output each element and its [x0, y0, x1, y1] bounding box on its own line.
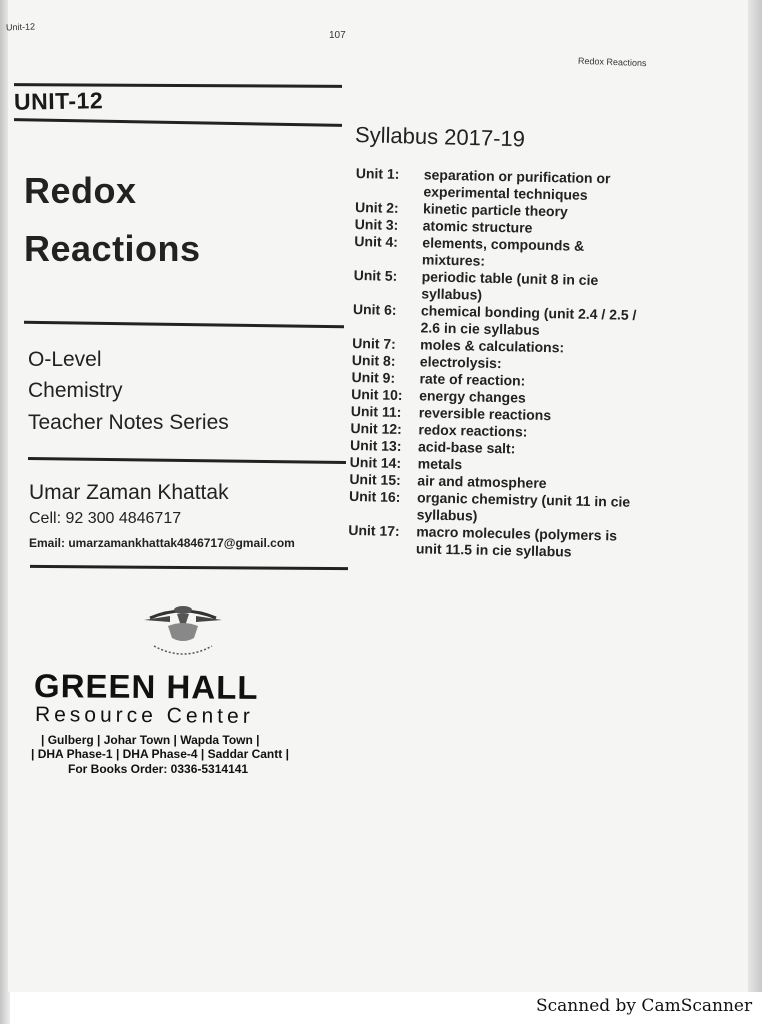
syllabus-topic: periodic table (unit 8 in cie syllabus): [421, 268, 599, 303]
syllabus-title: Syllabus 2017-19: [354, 122, 526, 152]
syllabus-topic: atomic structure: [422, 217, 533, 236]
syllabus-topic: acid-base salt:: [417, 438, 516, 457]
author-name: Umar Zaman Khattak: [29, 481, 229, 504]
syllabus-unit: Unit 13:: [349, 436, 402, 455]
syllabus-topic: redox reactions:: [418, 421, 528, 440]
syllabus-topic: electrolysis:: [419, 353, 502, 372]
syllabus-unit: Unit 2:: [354, 198, 399, 216]
syllabus-unit: Unit 6:: [352, 300, 397, 318]
syllabus-topic: chemical bonding (unit 2.4 / 2.5 / 2.6 in cie syllabus: [420, 302, 637, 338]
syllabus-topic: moles & calculations:: [420, 336, 565, 356]
header-unit-tag: Unit-12: [5, 21, 36, 33]
syllabus-topic: elements, compounds & mixtures:: [421, 234, 585, 269]
series-subject: Chemistry: [28, 379, 123, 402]
publisher-name: GREEN HALL: [33, 667, 259, 706]
syllabus-topic: energy changes: [419, 387, 526, 406]
syllabus-topic: kinetic particle theory: [422, 200, 568, 220]
syllabus-unit: Unit 4:: [354, 232, 399, 250]
syllabus-unit: Unit 9:: [351, 368, 396, 386]
syllabus-unit: Unit 11:: [350, 402, 402, 421]
running-title: Redox Reactions: [577, 55, 647, 69]
syllabus-topic: rate of reaction:: [419, 370, 526, 389]
book-title-line2: Reactions: [24, 228, 201, 269]
syllabus-row: [348, 522, 649, 562]
syllabus-unit: Unit 14:: [349, 453, 402, 472]
series-level: O-Level: [28, 348, 102, 371]
book-title-line1: Redox: [24, 170, 137, 211]
series-name: Teacher Notes Series: [28, 411, 229, 434]
author-email: Email: umarzamankhattak4846717@gmail.com: [29, 536, 295, 550]
syllabus-unit: Unit 8:: [351, 351, 396, 369]
syllabus-unit: Unit 7:: [352, 334, 396, 352]
scanner-watermark: Scanned by CamScanner: [536, 996, 753, 1016]
unit-label: UNIT-12: [13, 87, 104, 115]
syllabus-unit: Unit 16:: [348, 487, 401, 506]
syllabus-unit: Unit 3:: [354, 215, 399, 233]
syllabus-topic: separation or purification or experimental techniques: [423, 166, 611, 203]
syllabus-unit: Unit 17:: [348, 521, 400, 539]
page-number: 107: [329, 30, 346, 41]
syllabus-unit: Unit 1:: [355, 165, 400, 182]
syllabus-topic: air and atmosphere: [417, 472, 547, 492]
syllabus-unit: Unit 10:: [351, 385, 403, 404]
syllabus-unit: Unit 15:: [349, 470, 401, 489]
syllabus-topic: metals: [417, 455, 463, 473]
syllabus-list: [348, 165, 656, 562]
syllabus-unit: Unit 5:: [353, 266, 398, 284]
syllabus-topic: macro molecules (polymers is unit 11.5 in cie syllabus: [415, 523, 618, 560]
syllabus-topic: organic chemistry (unit 11 in cie syllabus): [416, 489, 631, 524]
publisher-branches-line1: | Gulberg | Johar Town | Wapda Town |: [41, 733, 260, 747]
page-edge-shadow: [748, 0, 762, 992]
torch-hands-emblem-icon: [140, 596, 226, 666]
syllabus-topic: reversible reactions: [418, 404, 552, 424]
publisher-order-phone: For Books Order: 0336-5314141: [68, 762, 249, 776]
author-cell: Cell: 92 300 4846717: [29, 510, 182, 527]
publisher-subtitle: Resource Center: [34, 703, 254, 728]
publisher-branches-line2: | DHA Phase-1 | DHA Phase-4 | Saddar Cantt |: [31, 747, 289, 761]
syllabus-unit: Unit 12:: [350, 419, 402, 438]
